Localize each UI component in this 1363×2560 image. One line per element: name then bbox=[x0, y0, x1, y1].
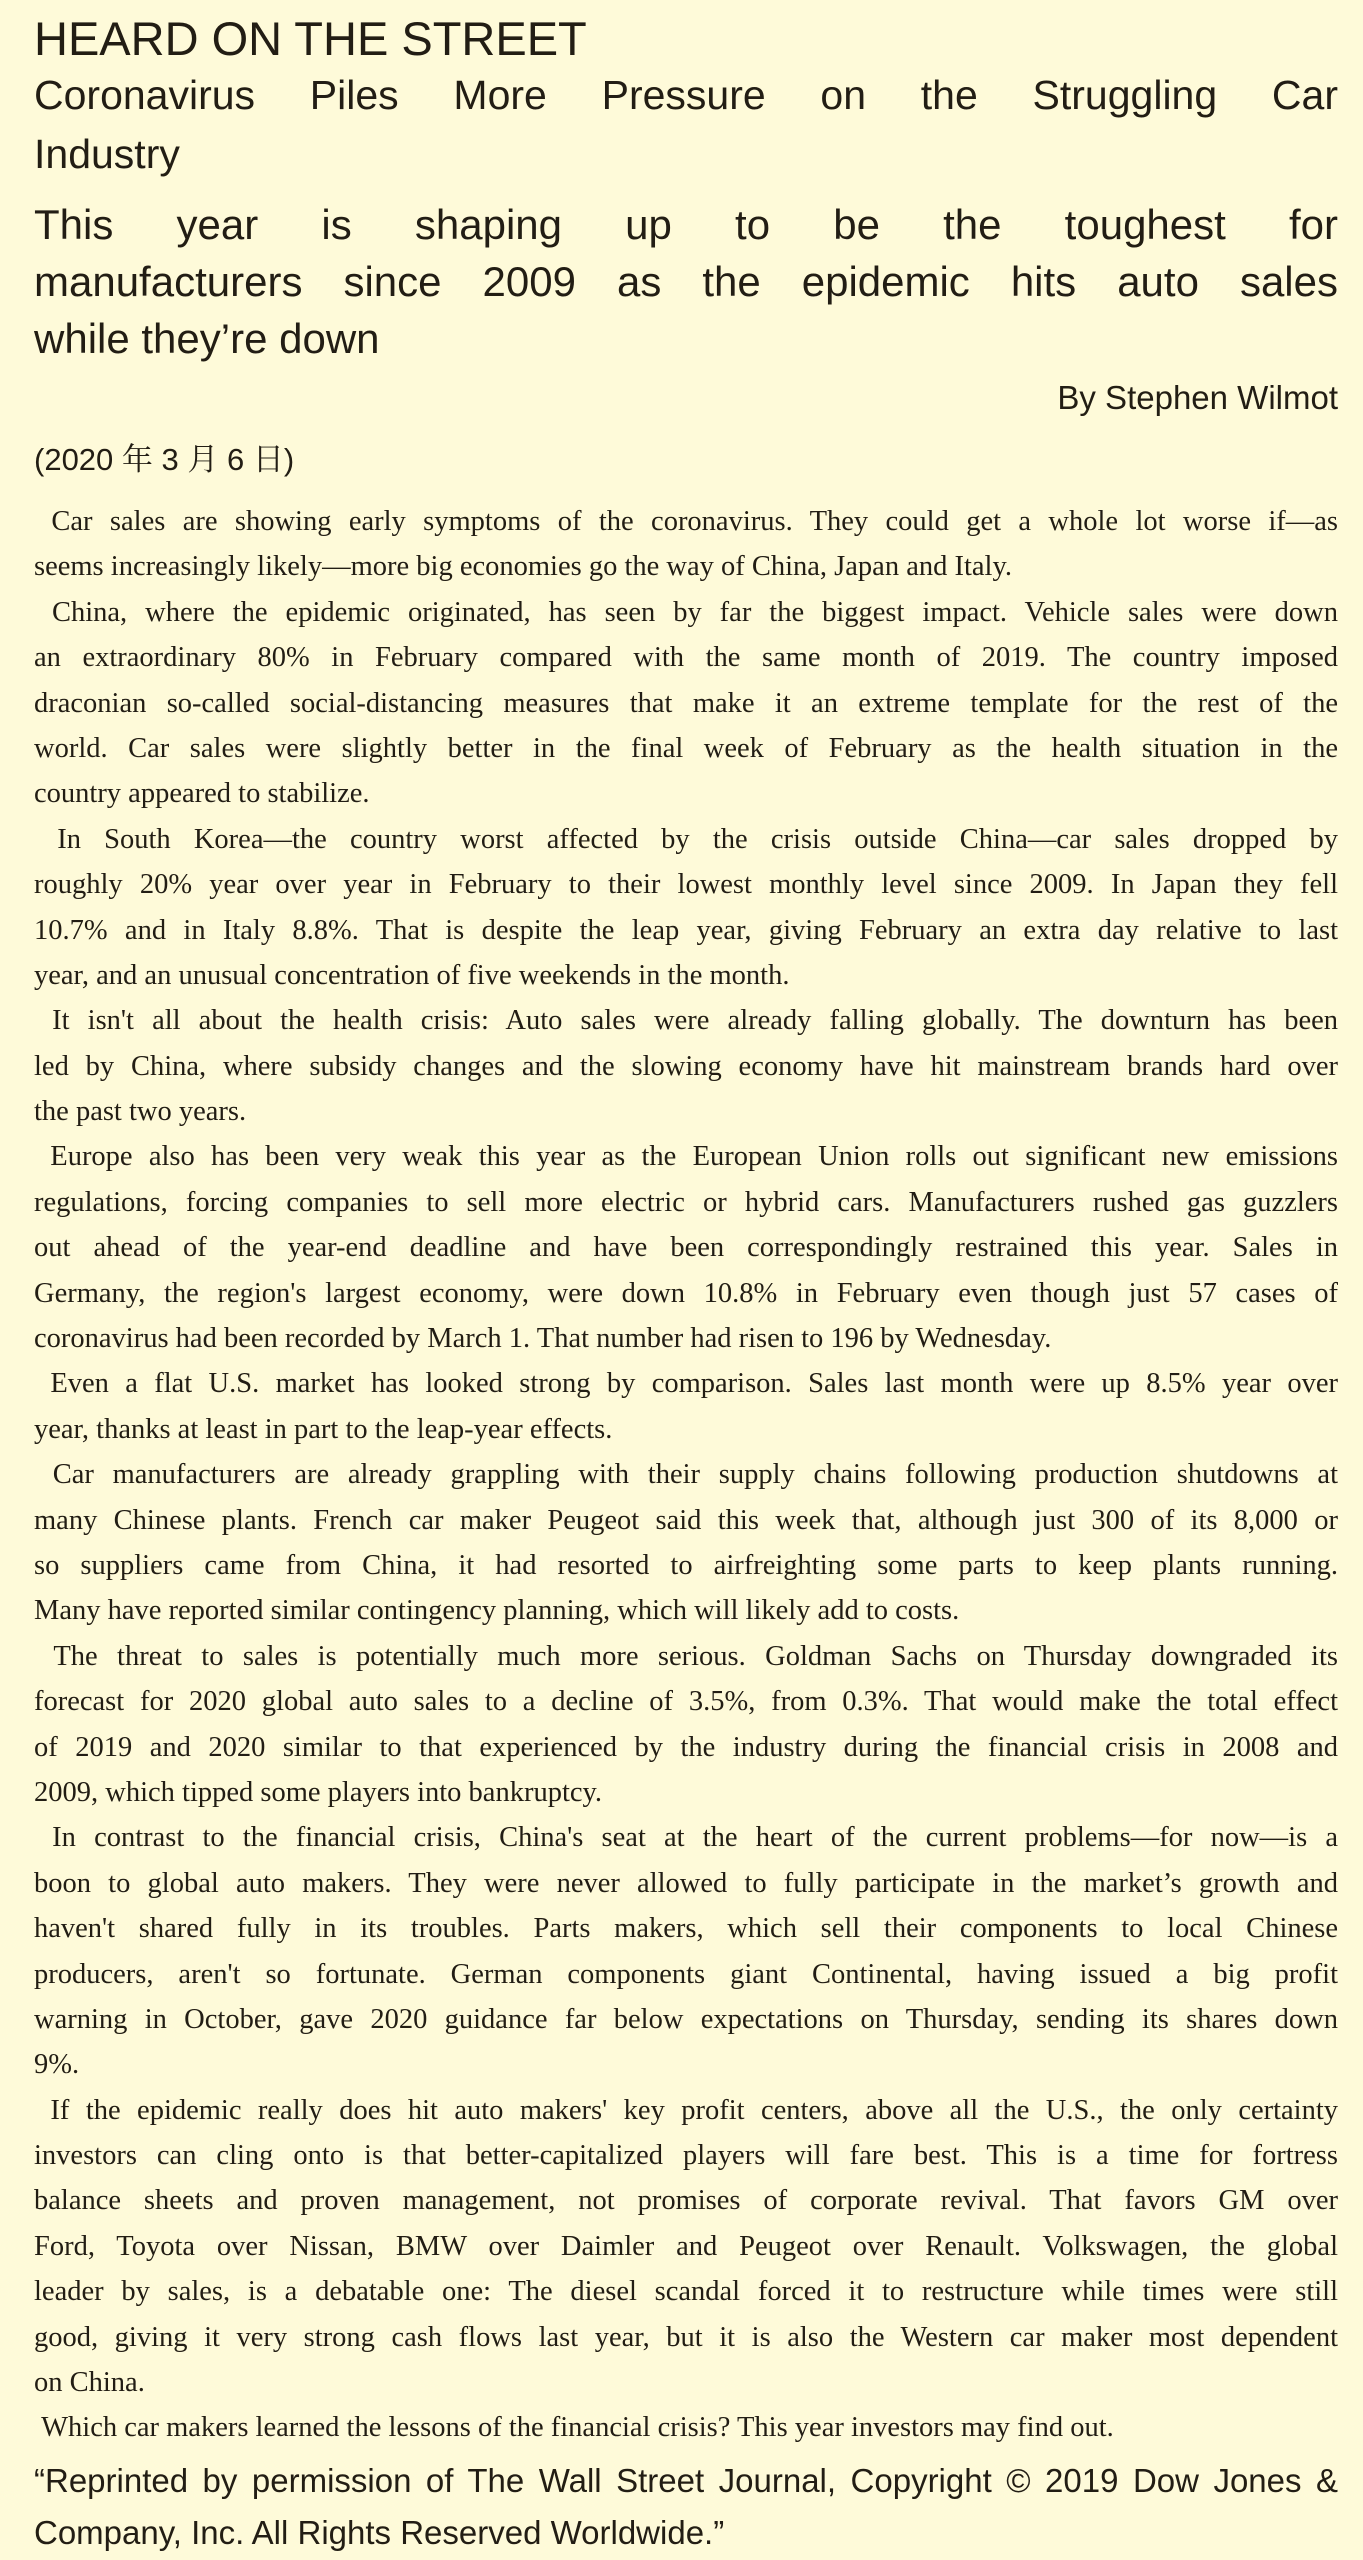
headline-line: Coronavirus Piles More Pressure on the Struggling Car bbox=[34, 72, 1338, 118]
paragraph-line: Ford, Toyota over Nissan, BMW over Daimler and Peugeot over Renault. Volkswagen, the global bbox=[34, 2230, 1338, 2262]
paragraph-line: year, and an unusual concentration of five weekends in the month. bbox=[34, 959, 790, 991]
copyright-notice bbox=[34, 2455, 1338, 2559]
paragraph-line: on China. bbox=[34, 2367, 145, 2399]
paragraph bbox=[34, 1134, 1338, 1361]
paragraph bbox=[34, 1815, 1338, 2087]
paragraph-line: regulations, forcing companies to sell more electric or hybrid cars. Manufacturers rushed gas guzzlers bbox=[34, 1186, 1338, 1218]
paragraph-line: many Chinese plants. French car maker Peugeot said this week that, although just 300 of its 8,000 or bbox=[34, 1504, 1338, 1536]
headline-line: Industry bbox=[34, 131, 180, 177]
byline: By Stephen Wilmot bbox=[1057, 379, 1338, 416]
paragraph-line: of 2019 and 2020 similar to that experienced by the industry during the financial crisis in 2008 and bbox=[34, 1731, 1338, 1763]
paragraph-line: In South Korea—the country worst affected by the crisis outside China—car sales dropped by bbox=[57, 823, 1338, 855]
paragraph-line: investors can cling onto is that better-capitalized players will fare best. This is a time for fortress bbox=[34, 2140, 1338, 2172]
paragraph-line: good, giving it very strong cash flows last year, but it is also the Western car maker most dependent bbox=[34, 2321, 1338, 2353]
paragraph bbox=[34, 2405, 1338, 2450]
paragraph-line: It isn't all about the health crisis: Auto sales were already falling globally. The downturn has been bbox=[52, 1005, 1339, 1037]
paragraph-line: 2009, which tipped some players into bankruptcy. bbox=[34, 1776, 603, 1808]
deck-subtitle bbox=[34, 196, 1338, 367]
paragraph-line: Which car makers learned the lessons of the financial crisis? This year investors may find out. bbox=[41, 2412, 1114, 2444]
paragraph-line: so suppliers came from China, it had resorted to airfreighting some parts to keep plants running. bbox=[34, 1549, 1338, 1581]
paragraph-line: 9%. bbox=[34, 2049, 80, 2081]
paragraph bbox=[34, 817, 1338, 999]
paragraph-line: led by China, where subsidy changes and the slowing economy have hit mainstream brands hard over bbox=[34, 1050, 1338, 1082]
deck-line: This year is shaping up to be the toughest for bbox=[34, 201, 1338, 248]
paragraph-line: Car sales are showing early symptoms of the coronavirus. They could get a whole lot worse if—as bbox=[51, 506, 1339, 537]
paragraph-line: leader by sales, is a debatable one: The diesel scandal forced it to restructure while times were still bbox=[34, 2276, 1338, 2308]
paragraph-line: forecast for 2020 global auto sales to a decline of 3.5%, from 0.3%. That would make the total effect bbox=[34, 1686, 1338, 1718]
paragraph-line: In contrast to the financial crisis, China's seat at the heart of the current problems—for now—is a bbox=[52, 1822, 1338, 1854]
paragraph-line: haven't shared fully in its troubles. Parts makers, which sell their components to local Chinese bbox=[34, 1913, 1338, 1945]
article-body bbox=[34, 499, 1338, 2451]
paragraph-line: Even a flat U.S. market has looked strong by comparison. Sales last month were up 8.5% year over bbox=[50, 1368, 1338, 1400]
deck-line: manufacturers since 2009 as the epidemic hits auto sales bbox=[34, 258, 1338, 305]
paragraph-line: Germany, the region's largest economy, were down 10.8% in February even though just 57 cases of bbox=[34, 1277, 1338, 1309]
paragraph-line: Car manufacturers are already grappling with their supply chains following production shutdowns at bbox=[52, 1459, 1338, 1491]
paragraph bbox=[34, 499, 1338, 590]
copyright-line: Company, Inc. All Rights Reserved Worldwide.” bbox=[34, 2514, 725, 2551]
paragraph-line: The threat to sales is potentially much more serious. Goldman Sachs on Thursday downgraded its bbox=[53, 1640, 1338, 1672]
publication-date: (2020 年 3 月 6 日) bbox=[34, 442, 295, 477]
paragraph-line: Many have reported similar contingency planning, which will likely add to costs. bbox=[34, 1595, 960, 1627]
section-label: HEARD ON THE STREET bbox=[34, 12, 587, 65]
paragraph-line: out ahead of the year-end deadline and have been correspondingly restrained this year. Sales in bbox=[34, 1232, 1338, 1264]
paragraph bbox=[34, 2088, 1338, 2406]
paragraph-line: producers, aren't so fortunate. German components giant Continental, having issued a big profit bbox=[34, 1958, 1338, 1990]
paragraph bbox=[34, 1452, 1338, 1634]
paragraph-line: Europe also has been very weak this year as the European Union rolls out significant new emissions bbox=[50, 1141, 1339, 1173]
paragraph-line: world. Car sales were slightly better in the final week of February as the health situation in the bbox=[34, 732, 1338, 764]
copyright-line: “Reprinted by permission of The Wall Street Journal, Copyright © 2019 Dow Jones & bbox=[34, 2462, 1338, 2499]
headline bbox=[34, 66, 1338, 184]
paragraph-line: coronavirus had been recorded by March 1. That number had risen to 196 by Wednesday. bbox=[34, 1323, 1052, 1355]
paragraph-line: country appeared to stabilize. bbox=[34, 778, 370, 810]
paragraph-line: boon to global auto makers. They were never allowed to fully participate in the market’s growth and bbox=[34, 1867, 1338, 1899]
paragraph bbox=[34, 590, 1338, 817]
paragraph bbox=[34, 1634, 1338, 1816]
paragraph-line: the past two years. bbox=[34, 1096, 247, 1128]
paragraph bbox=[34, 1361, 1338, 1452]
deck-line: while they’re down bbox=[34, 315, 380, 362]
paragraph-line: balance sheets and proven management, not promises of corporate revival. That favors GM over bbox=[34, 2185, 1338, 2217]
paragraph bbox=[34, 998, 1338, 1134]
paragraph-line: If the epidemic really does hit auto makers' key profit centers, above all the U.S., the only certainty bbox=[50, 2094, 1339, 2126]
paragraph-line: China, where the epidemic originated, has seen by far the biggest impact. Vehicle sales were down bbox=[51, 596, 1339, 628]
paragraph-line: 10.7% and in Italy 8.8%. That is despite the leap year, giving February an extra day relative to last bbox=[34, 914, 1338, 946]
paragraph-line: an extraordinary 80% in February compared with the same month of 2019. The country imposed bbox=[34, 642, 1338, 674]
paragraph-line: roughly 20% year over year in February to their lowest monthly level since 2009. In Japan they fell bbox=[34, 869, 1338, 901]
paragraph-line: warning in October, gave 2020 guidance far below expectations on Thursday, sending its shares down bbox=[34, 2003, 1338, 2035]
paragraph-line: seems increasingly likely—more big economies go the way of China, Japan and Italy. bbox=[34, 551, 1012, 583]
paragraph-line: year, thanks at least in part to the leap-year effects. bbox=[34, 1413, 613, 1445]
paragraph-line: draconian so-called social-distancing measures that make it an extreme template for the rest of the bbox=[34, 687, 1338, 719]
